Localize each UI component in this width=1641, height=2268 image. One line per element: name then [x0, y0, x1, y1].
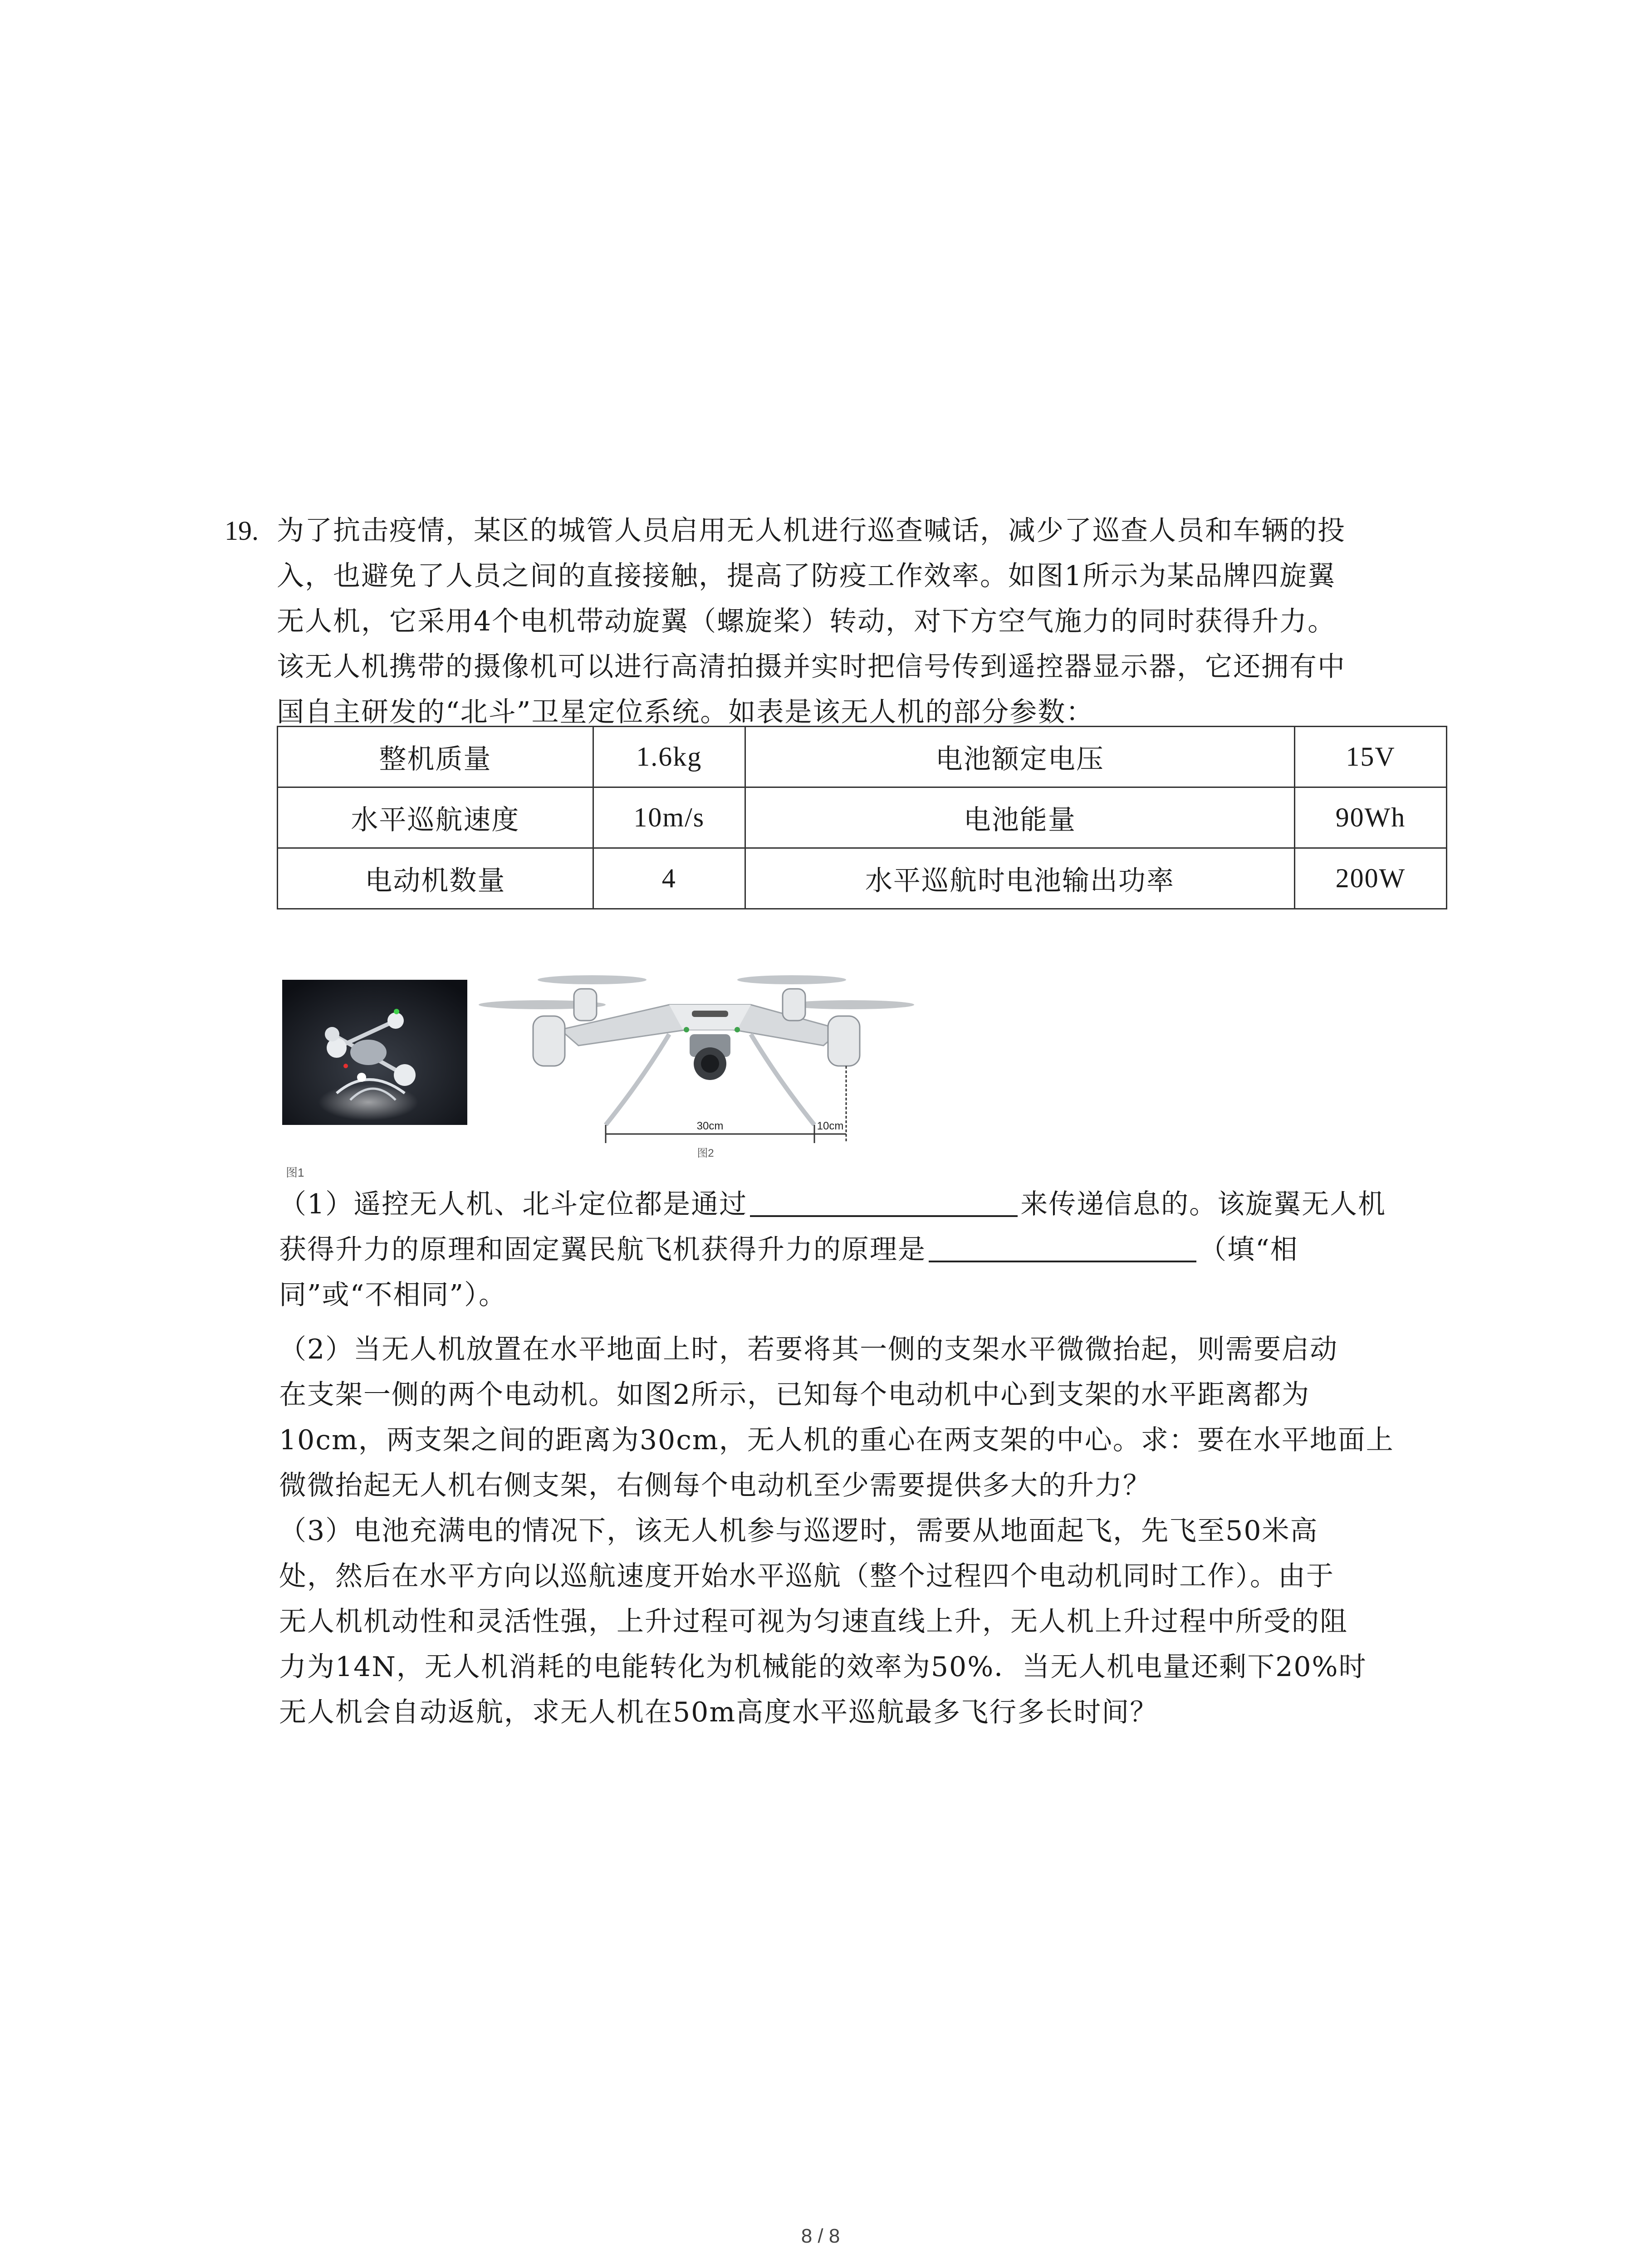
figure-2-caption: 图2 [697, 1147, 714, 1159]
table-cell: 电池能量 [745, 787, 1294, 848]
part-1-line-3: 同”或“不相同”）。 [279, 1279, 507, 1311]
part-1-text-a: （1）遥控无人机、北斗定位都是通过 [279, 1188, 748, 1220]
table-cell: 水平巡航速度 [278, 787, 593, 848]
part-1-line-2 [279, 1227, 1450, 1272]
figure-1-caption: 图1 [286, 1166, 304, 1179]
table-cell: 4 [593, 848, 745, 909]
part-3-line: 力为14N，无人机消耗的电能转化为机械能的效率为50%．当无人机电量还剩下20%时 [279, 1651, 1367, 1683]
part-2-line: 微微抬起无人机右侧支架，右侧每个电动机至少需要提供多大的升力？ [279, 1470, 1151, 1501]
table-cell: 电动机数量 [278, 848, 593, 909]
question-intro [277, 508, 1447, 735]
drone-photo-figure-1 [282, 980, 467, 1125]
part-3-line: 处，然后在水平方向以巡航速度开始水平巡航（整个过程四个电动机同时工作）。由于 [279, 1560, 1334, 1592]
parameter-table [277, 726, 1447, 909]
table-cell: 1.6kg [593, 727, 745, 787]
dimension-10cm: 10cm [817, 1120, 844, 1132]
table-cell: 整机质量 [278, 727, 593, 787]
part-1-text-d: （填“相 [1199, 1234, 1298, 1266]
table-cell: 10m/s [593, 787, 745, 848]
part-3-line: 无人机会自动返航，求无人机在50m高度水平巡航最多飞行多长时间？ [279, 1696, 1158, 1728]
part-2-line: （2）当无人机放置在水平地面上时，若要将其一侧的支架水平微微抬起，则需要启动 [279, 1334, 1338, 1365]
part-2 [279, 1327, 1450, 1508]
intro-line: 该无人机携带的摄像机可以进行高清拍摄并实时把信号传到遥控器显示器，它还拥有中 [277, 651, 1346, 683]
part-3-line: 无人机机动性和灵活性强，上升过程可视为匀速直线上升，无人机上升过程中所受的阻 [279, 1606, 1348, 1637]
table-row [278, 727, 1447, 787]
table-cell: 水平巡航时电池输出功率 [745, 848, 1294, 909]
answer-blank-2[interactable] [929, 1232, 1196, 1262]
part-1-text-c: 获得升力的原理和固定翼民航飞机获得升力的原理是 [279, 1234, 926, 1266]
part-2-line: 在支架一侧的两个电动机。如图2所示，已知每个电动机中心到支架的水平距离都为 [279, 1379, 1310, 1411]
intro-line: 为了抗击疫情，某区的城管人员启用无人机进行巡查喊话，减少了巡查人员和车辆的投 [277, 515, 1346, 547]
part-1 [279, 1182, 1450, 1318]
intro-line: 入，也避免了人员之间的直接接触，提高了防疫工作效率。如图1所示为某品牌四旋翼 [277, 560, 1336, 592]
table-cell: 15V [1294, 727, 1446, 787]
page-number: 8 / 8 [801, 2225, 840, 2247]
answer-blank-1[interactable] [750, 1187, 1018, 1217]
table-row [278, 787, 1447, 848]
table-cell: 电池额定电压 [745, 727, 1294, 787]
table-cell: 200W [1294, 848, 1446, 909]
dimension-30cm: 30cm [696, 1120, 724, 1132]
part-1-text-b: 来传递信息的。该旋翼无人机 [1020, 1188, 1386, 1220]
intro-line: 国自主研发的“北斗”卫星定位系统。如表是该无人机的部分参数： [277, 696, 1094, 728]
part-3 [279, 1508, 1450, 1735]
question-number: 19. [225, 516, 259, 546]
part-3-line: （3）电池充满电的情况下，该无人机参与巡逻时，需要从地面起飞，先飞至50米高 [279, 1515, 1318, 1547]
drone-diagram-figure-2 [479, 962, 941, 1161]
part-2-line: 10cm，两支架之间的距离为30cm，无人机的重心在两支架的中心。求：要在水平地面上 [279, 1424, 1394, 1456]
table-cell: 90Wh [1294, 787, 1446, 848]
table-row [278, 848, 1447, 909]
intro-line: 无人机，它采用4个电机带动旋翼（螺旋桨）转动，对下方空气施力的同时获得升力。 [277, 606, 1336, 637]
part-1-line-1 [279, 1182, 1450, 1227]
